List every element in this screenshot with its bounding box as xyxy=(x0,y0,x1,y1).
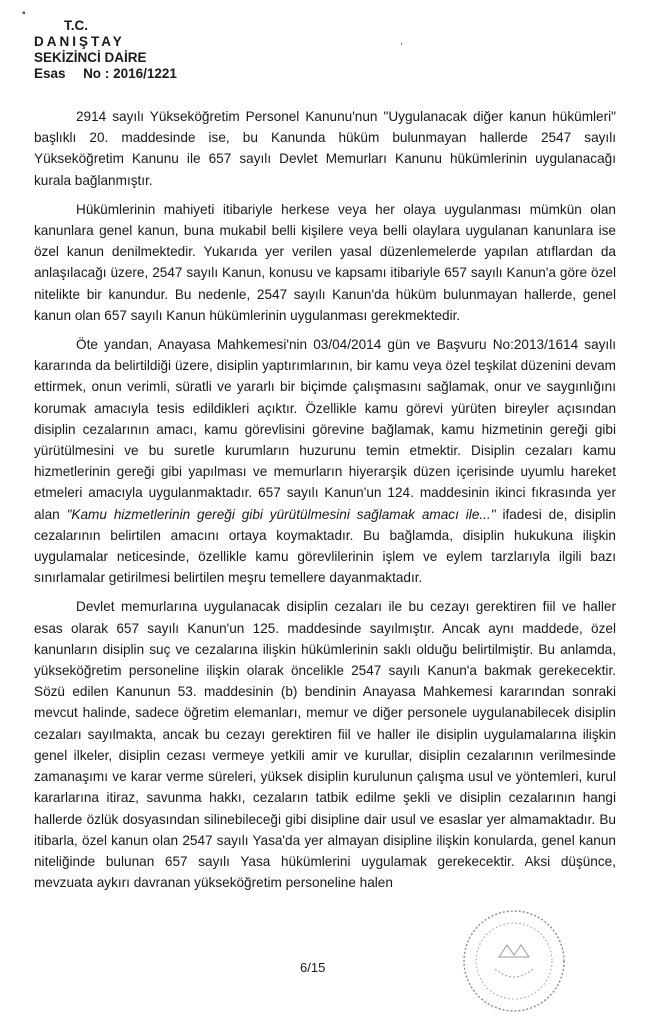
court-seal-stamp xyxy=(455,905,573,1017)
paragraph-3-after: ifadesi de, disiplin cezalarının belirtilen amacını ortaya koymaktadır. Bu bağlamda, disiplin hukukuna ilişkin uygulamalar neticesinde, özellikle kamu görevlilerinin işlem ve eylem tarzlarıyla ilgili bazı sınırlamalar getirilmesi belirtilen meşru temellere dayanmaktadır. xyxy=(34,506,616,586)
paragraph-4: Devlet memurlarına uygulanacak disiplin cezaları ile bu cezayı gerektiren fiil ve haller esas olarak 657 sayılı Kanun'un 125. maddesinde sayılmıştır. Ancak aynı maddede, özel kanunların disiplin suç ve cezalarına ilişkin hükümlerinin saklı olduğu belirtilmiştir. Bu anlamda, yükseköğretim personeline ilişkin olarak öncelikle 2547 sayılı Kanun'a bakmak gerekecektir. Sözü edilen Kanunun 53. maddesinin (b) bendinin Anayasa Mahkemesi kararından sonraki mevcut halinde, sadece öğretim elemanları, memur ve diğer personele uygulanabilecek disiplin cezaları sayılmakta, ancak bu cezayı gerektiren fiil ve haller ile disiplin uygulamalarına ilişkin genel ilkeler, disiplin cezası vermeye yetkili amir ve kurullar, disiplin cezalarının verilmesinde zamanaşımı ve karar verme süreleri, yüksek disiplin kurulunun çalışma usul ve yöntemleri, kurul kararlarına itiraz, savunma hakkı, cezaların tatbik edilme şekli ve disiplin cezalarının hangi hallerde özlük dosyasından silinebileceği gibi disipline dair usul ve esaslar yer almamaktadır. Bu itibarla, özel kanun olan 2547 sayılı Yasa'da yer almayan disipline ilişkin konularda, genel kanun niteliğinde bulunan 657 sayılı Yasa hükümlerini uygulamak gerekecektir. Aksi düşünce, mevzuata aykırı davranan yükseköğretim personeline halen xyxy=(34,599,616,891)
header-tc: T.C. xyxy=(64,18,89,33)
header-case xyxy=(34,66,177,82)
paragraph-1: 2914 sayılı Yükseköğretim Personel Kanunu'nun "Uygulanacak diğer kanun hükümleri" başlıklı 20. maddesinde ise, bu Kanunda hüküm bulunmayan hallerde 2547 sayılı Yükseköğretim Kanunu ile 657 sayılı Devlet Memurları Kanunu hükümlerinin uygulanacağı kurala bağlanmıştır. xyxy=(34,109,616,188)
paragraph-3-text: Öte yandan, Anayasa Mahkemesi'nin 03/04/2014 gün ve Başvuru No:2013/1614 sayılı kararında da belirtildiği üzere, disiplin yaptırımlarının, bir kamu veya özel teşkilat düzenini devam ettirmek, onun verimli, süratli ve yararlı bir biçimde çalışmasını sağlamak, onur ve saygınlığını korumak amacıyla tesis edildikleri açıktır. Özellikle kamu görevi yürüten bireyler açısından disiplin cezalarının amacı, kamu görevlisini görevine bağlamak, kamu hizmetinin gereği gibi yürütülmesini ve bu suretle kurumların huzurunu temin etmektir. Disiplin cezaları kamu hizmetlerinin gereği gibi yapılması ve memurların hiyerarşik düzen içerisinde uyumlu hareket etmeleri amacıyla uygulanmaktadır. 657 sayılı Kanun'un 124. maddesinin ikinci fıkrasında yer alan xyxy=(34,337,616,522)
header-court: DANIŞTAY xyxy=(34,34,125,49)
scan-mark: , xyxy=(400,36,403,47)
paragraph-3-quote: "Kamu hizmetlerinin gereği gibi yürütülmesini sağlamak amacı ile..." xyxy=(66,506,496,522)
document-header xyxy=(34,18,177,82)
case-label: Esas xyxy=(34,66,66,81)
scan-mark: ▪ xyxy=(22,8,26,19)
document-body xyxy=(34,106,616,901)
page-number: 6/15 xyxy=(300,960,326,975)
paragraph-3 xyxy=(34,334,616,588)
paragraph-2: Hükümlerinin mahiyeti itibariyle herkese veya her olaya uygulanması mümkün olan kanunlara genel kanun, buna mukabil belli kişilere veya belli olaylara uygulanan kanunlara ise özel kanun denilmektedir. Yukarıda yer verilen yasal düzenlemelerde yapılan atıflardan da anlaşılacağı üzere, 2547 sayılı Kanun, konusu ve kapsamı itibariyle 657 sayılı Kanun'a göre özel nitelikte bir kanundur. Bu nedenle, 2547 sayılı Kanun'da hüküm bulunmayan hallerde, genel kanun olan 657 sayılı Kanun hükümlerinin uygulanması gerekmektedir. xyxy=(34,201,616,323)
case-no-label: No xyxy=(83,66,102,81)
case-number: : 2016/1221 xyxy=(104,66,177,81)
header-chamber: SEKİZİNCİ DAİRE xyxy=(34,50,147,65)
